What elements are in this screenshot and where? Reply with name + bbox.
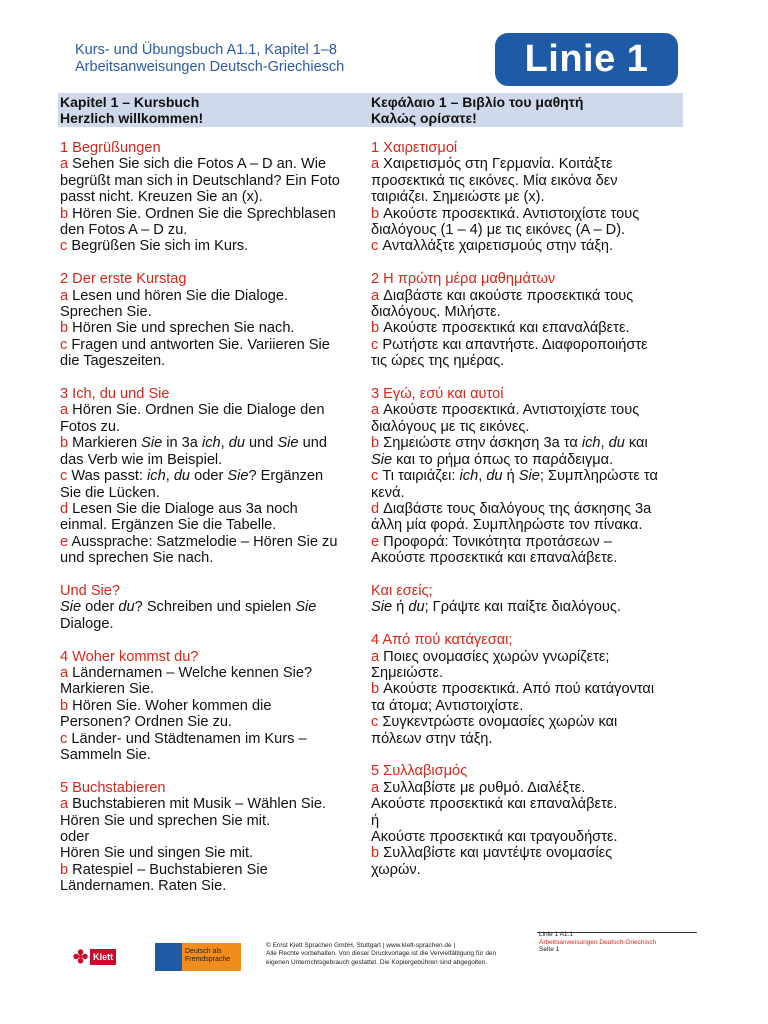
instruction-text: άλλη μία φορά. Συμπληρώστε τον πίνακα. bbox=[371, 517, 643, 534]
instruction-line bbox=[371, 222, 681, 238]
greek-instructions-column bbox=[371, 140, 681, 895]
copyright-line-1: © Ernst Klett Sprachen GmbH, Stuttgart | www.klett-sprachen.de | bbox=[266, 942, 456, 949]
instruction-line bbox=[371, 862, 681, 878]
instruction-line bbox=[371, 189, 681, 205]
instruction-line bbox=[60, 813, 355, 829]
section-title: 2 Der erste Kurstag bbox=[60, 271, 187, 288]
instruction-text: Διαβάστε και ακούστε προσεκτικά τους bbox=[379, 287, 634, 304]
instruction-text: Συγκεντρώστε ονομασίες χωρών και bbox=[378, 714, 618, 731]
section-title: 1 Begrüßungen bbox=[60, 140, 161, 156]
task-letter: a bbox=[371, 402, 380, 419]
right-section bbox=[371, 271, 681, 369]
instruction-text: den Fotos A – D zu. bbox=[60, 222, 188, 239]
section-title: 4 Woher kommst du? bbox=[60, 648, 199, 665]
instruction-line bbox=[60, 304, 355, 320]
instruction-line bbox=[371, 534, 681, 550]
instruction-text: Sie ή du; Γράψτε και παίξτε διαλόγους. bbox=[371, 599, 621, 616]
task-letter: c bbox=[60, 730, 68, 747]
instruction-text: Sie oder du? Schreiben und spielen Sie bbox=[60, 599, 317, 616]
task-letter: d bbox=[60, 500, 69, 517]
instruction-line bbox=[371, 337, 681, 353]
instruction-text: die Tageszeiten. bbox=[60, 353, 166, 370]
instruction-line bbox=[60, 698, 355, 714]
task-letter: a bbox=[60, 796, 69, 813]
task-letter: a bbox=[60, 402, 69, 419]
instruction-text: διαλόγους με τις εικόνες. bbox=[371, 418, 530, 435]
task-letter: a bbox=[371, 156, 380, 173]
task-letter: b bbox=[60, 697, 69, 714]
instruction-line bbox=[60, 353, 355, 369]
task-letter: b bbox=[371, 845, 380, 862]
instruction-line bbox=[371, 796, 681, 812]
right-section bbox=[371, 386, 681, 566]
instruction-text: Hören Sie und sprechen Sie nach. bbox=[68, 320, 295, 337]
instruction-text: Sammeln Sie. bbox=[60, 746, 151, 763]
german-instructions-column bbox=[60, 140, 355, 911]
instruction-line bbox=[60, 238, 355, 254]
instruction-text: einmal. Ergänzen Sie die Tabelle. bbox=[60, 517, 277, 534]
instruction-text: Markieren Sie. bbox=[60, 681, 155, 698]
section-title: 5 Buchstabieren bbox=[60, 779, 166, 796]
instruction-text: Sprechen Sie. bbox=[60, 304, 152, 321]
instruction-line bbox=[371, 714, 681, 730]
copyright-line-2: Alle Rechte vorbehalten. Von dieser Druckvorlage ist die Vervielfältigung für den bbox=[266, 950, 497, 958]
instruction-line bbox=[60, 402, 355, 418]
instruction-text: Ακούστε προσεκτικά και τραγουδήστε. bbox=[371, 828, 618, 845]
instruction-text: Hören Sie. Ordnen Sie die Dialoge den bbox=[68, 402, 325, 419]
klett-mark-icon: ✤ bbox=[73, 946, 89, 967]
instruction-line bbox=[60, 878, 355, 894]
instruction-text: Τι ταιριάζει: ich, du ή Sie; Συμπληρώστε τα bbox=[378, 468, 658, 485]
instruction-text: Προφορά: Τονικότητα προτάσεων – bbox=[379, 533, 612, 550]
instruction-text: Fragen und antworten Sie. Variieren Sie bbox=[67, 336, 330, 353]
instruction-text: ταιριάζει. Σημειώστε με (x). bbox=[371, 189, 545, 206]
daf-logo bbox=[155, 943, 241, 971]
left-section bbox=[60, 649, 355, 764]
instruction-text: Ανταλλάξτε χαιρετισμούς στην τάξη. bbox=[378, 238, 614, 255]
section-title: Και εσείς; bbox=[371, 582, 433, 599]
task-letter: e bbox=[60, 533, 69, 550]
task-letter: b bbox=[60, 205, 69, 222]
task-letter: b bbox=[371, 681, 380, 698]
section-title: 4 Από πού κατάγεσαι; bbox=[371, 632, 513, 649]
left-section bbox=[60, 780, 355, 895]
instruction-line bbox=[60, 222, 355, 238]
instruction-text: Ländernamen – Welche kennen Sie? bbox=[68, 664, 313, 681]
instruction-line bbox=[60, 599, 355, 615]
klett-label: Klett bbox=[90, 949, 116, 965]
instruction-line bbox=[60, 485, 355, 501]
task-letter: a bbox=[60, 156, 69, 173]
instruction-line bbox=[371, 435, 681, 451]
instruction-line bbox=[371, 550, 681, 566]
instruction-text: χωρών. bbox=[371, 861, 421, 878]
daf-strip bbox=[155, 943, 182, 971]
task-letter: b bbox=[371, 205, 380, 222]
left-section bbox=[60, 386, 355, 566]
instruction-text: Ποιες ονομασίες χωρών γνωρίζετε; bbox=[379, 648, 610, 665]
instruction-text: Hören Sie und singen Sie mit. bbox=[60, 845, 254, 862]
task-letter: b bbox=[371, 435, 380, 452]
section-title: 2 Η πρώτη μέρα μαθημάτων bbox=[371, 271, 556, 288]
instruction-line bbox=[371, 419, 681, 435]
instruction-text: Hören Sie. Woher kommen die bbox=[68, 697, 272, 714]
instruction-line bbox=[371, 517, 681, 533]
instruction-line bbox=[371, 320, 681, 336]
task-letter: b bbox=[60, 435, 69, 452]
instruction-line bbox=[60, 501, 355, 517]
instruction-line bbox=[60, 517, 355, 533]
instruction-text: Σημειώστε στην άσκηση 3a τα ich, du και bbox=[379, 435, 648, 452]
instruction-line bbox=[371, 780, 681, 796]
instruction-line bbox=[371, 845, 681, 861]
instruction-line bbox=[60, 845, 355, 861]
instruction-text: Ακούστε προσεκτικά και επαναλάβετε. bbox=[371, 796, 618, 813]
task-letter: d bbox=[371, 500, 380, 517]
instruction-text: Σημειώστε. bbox=[371, 664, 444, 681]
instruction-line bbox=[371, 402, 681, 418]
instruction-line bbox=[371, 173, 681, 189]
task-letter: a bbox=[371, 779, 380, 796]
section-title: Und Sie? bbox=[60, 582, 121, 599]
right-column-heading bbox=[371, 94, 583, 126]
task-letter: a bbox=[371, 287, 380, 304]
instruction-line bbox=[371, 829, 681, 845]
instruction-text: προσεκτικά τις εικόνες. Μία εικόνα δεν bbox=[371, 172, 618, 189]
instruction-line bbox=[60, 714, 355, 730]
instruction-line bbox=[371, 452, 681, 468]
instruction-text: ή bbox=[371, 812, 380, 829]
instruction-text: κενά. bbox=[371, 484, 405, 501]
instruction-text: Lesen und hören Sie die Dialoge. bbox=[68, 287, 289, 304]
task-letter: b bbox=[60, 861, 69, 878]
instruction-text: Διαβάστε τους διαλόγους της άσκησης 3a bbox=[379, 500, 652, 517]
left-column-heading bbox=[60, 94, 203, 126]
instruction-line bbox=[60, 337, 355, 353]
instruction-text: das Verb wie im Beispiel. bbox=[60, 451, 223, 468]
task-letter: e bbox=[371, 533, 380, 550]
instruction-text: Συλλαβίστε με ρυθμό. Διαλέξτε. bbox=[379, 779, 586, 796]
task-letter: c bbox=[371, 238, 379, 255]
instruction-line bbox=[371, 485, 681, 501]
task-letter: c bbox=[371, 336, 379, 353]
instruction-line bbox=[371, 599, 681, 615]
instruction-line bbox=[371, 468, 681, 484]
instruction-line bbox=[371, 649, 681, 665]
instruction-line bbox=[60, 320, 355, 336]
instruction-text: und sprechen Sie nach. bbox=[60, 550, 214, 567]
right-section bbox=[371, 632, 681, 747]
task-letter: c bbox=[60, 238, 68, 255]
document-header bbox=[75, 42, 344, 76]
instruction-text: Länder- und Städtenamen im Kurs – bbox=[67, 730, 307, 747]
instruction-text: πόλεων στην τάξη. bbox=[371, 730, 493, 747]
left-heading-line-1: Kapitel 1 – Kursbuch bbox=[60, 94, 200, 110]
right-heading-line-2: Καλώς ορίσατε! bbox=[371, 110, 477, 126]
instruction-text: Dialoge. bbox=[60, 615, 114, 632]
instruction-line bbox=[60, 681, 355, 697]
instruction-line bbox=[60, 468, 355, 484]
task-letter: b bbox=[371, 320, 380, 337]
instruction-line bbox=[60, 829, 355, 845]
instruction-text: Buchstabieren mit Musik – Wählen Sie. bbox=[68, 796, 327, 813]
instruction-text: Hören Sie. Ordnen Sie die Sprechblasen bbox=[68, 205, 336, 222]
instruction-line bbox=[371, 238, 681, 254]
instruction-line bbox=[60, 862, 355, 878]
instruction-line bbox=[60, 452, 355, 468]
instruction-text: Ακούστε προσεκτικά. Αντιστοιχίστε τους bbox=[379, 402, 640, 419]
instruction-line bbox=[371, 731, 681, 747]
instruction-text: Personen? Ordnen Sie zu. bbox=[60, 714, 232, 731]
section-title: 5 Συλλαβισμός bbox=[371, 763, 468, 780]
instruction-line bbox=[60, 288, 355, 304]
instruction-line bbox=[60, 419, 355, 435]
instruction-text: Ακούστε προσεκτικά. Αντιστοιχίστε τους bbox=[379, 205, 640, 222]
instruction-text: Ακούστε προσεκτικά. Από πού κατάγονται bbox=[379, 681, 655, 698]
instruction-line bbox=[371, 288, 681, 304]
page-info-line-2: Arbeitsanweisungen Deutsch-Griechisch bbox=[539, 938, 657, 946]
left-heading-line-2: Herzlich willkommen! bbox=[60, 110, 204, 126]
section-title: 3 Εγώ, εσύ και αυτοί bbox=[371, 386, 504, 403]
instruction-line bbox=[60, 189, 355, 205]
instruction-line bbox=[60, 550, 355, 566]
instruction-text: Ratespiel – Buchstabieren Sie bbox=[68, 861, 268, 878]
instruction-text: Ρωτήστε και απαντήστε. Διαφοροποιήστε bbox=[378, 336, 648, 353]
instruction-text: passt nicht. Kreuzen Sie an (x). bbox=[60, 189, 263, 206]
instruction-line bbox=[60, 206, 355, 222]
instruction-text: Begrüßen Sie sich im Kurs. bbox=[67, 238, 249, 255]
header-line-2: Arbeitsanweisungen Deutsch-Griechiesch bbox=[75, 59, 345, 75]
instruction-text: Aussprache: Satzmelodie – Hören Sie zu bbox=[68, 533, 338, 550]
instruction-line bbox=[371, 206, 681, 222]
instruction-text: Markieren Sie in 3a ich, du und Sie und bbox=[68, 435, 327, 452]
left-section bbox=[60, 271, 355, 369]
instruction-text: Ακούστε προσεκτικά και επαναλάβετε. bbox=[371, 550, 618, 567]
linie-1-logo bbox=[495, 33, 678, 86]
instruction-line bbox=[371, 501, 681, 517]
instruction-text: Sehen Sie sich die Fotos A – D an. Wie bbox=[68, 156, 327, 173]
right-section bbox=[371, 583, 681, 616]
task-letter: c bbox=[371, 714, 379, 731]
instruction-line bbox=[60, 665, 355, 681]
instruction-text: Sie die Lücken. bbox=[60, 484, 160, 501]
header-line-1: Kurs- und Übungsbuch A1.1, Kapitel 1–8 bbox=[75, 42, 337, 58]
right-section bbox=[371, 763, 681, 878]
page-info-line-1: Linie 1 A1.1 bbox=[539, 931, 573, 938]
instruction-line bbox=[60, 435, 355, 451]
instruction-line bbox=[371, 813, 681, 829]
right-heading-line-1: Κεφάλαιο 1 – Βιβλίο του μαθητή bbox=[371, 94, 584, 110]
instruction-line bbox=[60, 534, 355, 550]
instruction-text: Ακούστε προσεκτικά και επαναλάβετε. bbox=[379, 320, 630, 337]
task-letter: c bbox=[60, 468, 68, 485]
task-letter: a bbox=[60, 287, 69, 304]
section-title: 3 Ich, du und Sie bbox=[60, 386, 170, 403]
instruction-text: διαλόγους (1 – 4) με τις εικόνες (A – D). bbox=[371, 222, 626, 239]
task-letter: a bbox=[60, 664, 69, 681]
copyright-line-3: eigenen Unterrichtsgebrauch gestattet. Die Kopiergebühren sind abgegolten. bbox=[266, 958, 488, 966]
instruction-line bbox=[60, 173, 355, 189]
instruction-text: διαλόγους. Μιλήστε. bbox=[371, 304, 501, 321]
instruction-line bbox=[371, 156, 681, 172]
instruction-text: Συλλαβίστε και μαντέψτε ονομασίες bbox=[379, 845, 613, 862]
instruction-text: τις ώρες της ημέρας. bbox=[371, 353, 505, 370]
section-title: 1 Χαιρετισμοί bbox=[371, 140, 458, 156]
instruction-line bbox=[371, 665, 681, 681]
instruction-text: Lesen Sie die Dialoge aus 3a noch bbox=[68, 500, 298, 517]
klett-logo bbox=[73, 943, 130, 971]
instruction-line bbox=[60, 156, 355, 172]
instruction-line bbox=[371, 353, 681, 369]
instruction-text: begrüßt man sich in Deutschland? Ein Foto bbox=[60, 172, 340, 189]
daf-label: Deutsch als Fremdsprache bbox=[182, 943, 241, 971]
instruction-line bbox=[371, 304, 681, 320]
page-info-line-3: Seite 1 bbox=[539, 946, 560, 953]
right-section bbox=[371, 140, 681, 255]
instruction-line bbox=[60, 616, 355, 632]
left-section bbox=[60, 583, 355, 632]
left-section bbox=[60, 140, 355, 255]
instruction-text: Was passt: ich, du oder Sie? Ergänzen bbox=[67, 468, 324, 485]
instruction-line bbox=[371, 698, 681, 714]
instruction-text: Fotos zu. bbox=[60, 418, 121, 435]
instruction-line bbox=[60, 731, 355, 747]
task-letter: a bbox=[371, 648, 380, 665]
instruction-line bbox=[60, 747, 355, 763]
task-letter: c bbox=[60, 336, 68, 353]
page-info bbox=[539, 931, 656, 954]
instruction-line bbox=[371, 681, 681, 697]
task-letter: c bbox=[371, 468, 379, 485]
instruction-text: τα άτομα; Αντιστοιχίστε. bbox=[371, 697, 524, 714]
instruction-text: Sie και το ρήμα όπως το παράδειγμα. bbox=[371, 451, 614, 468]
instruction-text: Χαιρετισμός στη Γερμανία. Κοιτάξτε bbox=[379, 156, 613, 173]
instruction-line bbox=[60, 796, 355, 812]
instruction-text: oder bbox=[60, 828, 90, 845]
instruction-text: Ländernamen. Raten Sie. bbox=[60, 878, 227, 895]
task-letter: b bbox=[60, 320, 69, 337]
logo-text: Linie 1 bbox=[524, 38, 649, 80]
instruction-text: Hören Sie und sprechen Sie mit. bbox=[60, 812, 271, 829]
copyright-notice bbox=[266, 942, 526, 967]
